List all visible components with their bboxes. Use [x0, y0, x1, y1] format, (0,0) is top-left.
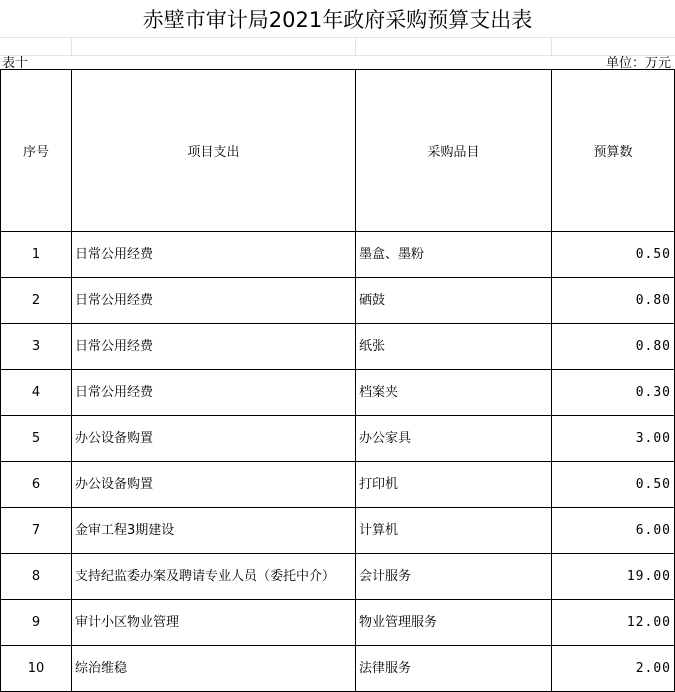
header-category[interactable]: 采购品目 — [356, 70, 552, 232]
cell-idx[interactable]: 7 — [1, 508, 72, 554]
page-title: 赤壁市审计局2021年政府采购预算支出表 — [0, 0, 675, 38]
table-number: 表十 — [2, 56, 29, 71]
cell-idx[interactable]: 1 — [1, 232, 72, 278]
cell-category[interactable]: 办公家具 — [356, 416, 552, 462]
table-row — [1, 508, 675, 554]
header-amount[interactable]: 预算数 — [552, 70, 675, 232]
cell-category[interactable]: 墨盒、墨粉 — [356, 232, 552, 278]
cell-item[interactable]: 日常公用经费 — [72, 324, 356, 370]
cell-idx[interactable]: 8 — [1, 554, 72, 600]
cell-amount[interactable]: 3.00 — [552, 416, 675, 462]
cell-category[interactable]: 打印机 — [356, 462, 552, 508]
cell-idx[interactable]: 4 — [1, 370, 72, 416]
budget-table — [0, 69, 675, 692]
cell-amount[interactable]: 0.80 — [552, 324, 675, 370]
cell-item[interactable]: 办公设备购置 — [72, 416, 356, 462]
cell-category[interactable]: 计算机 — [356, 508, 552, 554]
table-row — [1, 600, 675, 646]
cell-amount[interactable]: 0.80 — [552, 278, 675, 324]
table-row — [1, 646, 675, 692]
unit-label: 单位：万元 — [605, 56, 671, 71]
header-idx[interactable]: 序号 — [1, 70, 72, 232]
table-row — [1, 462, 675, 508]
meta-row — [0, 51, 675, 69]
cell-item[interactable]: 日常公用经费 — [72, 278, 356, 324]
cell-idx[interactable]: 6 — [1, 462, 72, 508]
cell-item[interactable]: 日常公用经费 — [72, 370, 356, 416]
cell-idx[interactable]: 2 — [1, 278, 72, 324]
cell-amount[interactable]: 6.00 — [552, 508, 675, 554]
cell-category[interactable]: 档案夹 — [356, 370, 552, 416]
cell-amount[interactable]: 19.00 — [552, 554, 675, 600]
header-row — [1, 70, 675, 232]
table-row — [1, 416, 675, 462]
cell-amount[interactable]: 0.30 — [552, 370, 675, 416]
cell-idx[interactable]: 3 — [1, 324, 72, 370]
cell-item[interactable]: 综治维稳 — [72, 646, 356, 692]
cell-item[interactable]: 日常公用经费 — [72, 232, 356, 278]
cell-category[interactable]: 法律服务 — [356, 646, 552, 692]
cell-item[interactable]: 审计小区物业管理 — [72, 600, 356, 646]
header-item[interactable]: 项目支出 — [72, 70, 356, 232]
cell-category[interactable]: 物业管理服务 — [356, 600, 552, 646]
cell-item[interactable]: 金审工程3期建设 — [72, 508, 356, 554]
cell-item[interactable]: 支持纪监委办案及聘请专业人员（委托中介） — [72, 554, 356, 600]
cell-idx[interactable]: 5 — [1, 416, 72, 462]
cell-amount[interactable]: 2.00 — [552, 646, 675, 692]
cell-amount[interactable]: 0.50 — [552, 462, 675, 508]
cell-category[interactable]: 会计服务 — [356, 554, 552, 600]
cell-idx[interactable]: 9 — [1, 600, 72, 646]
table-row — [1, 554, 675, 600]
cell-category[interactable]: 纸张 — [356, 324, 552, 370]
table-row — [1, 324, 675, 370]
cell-item[interactable]: 办公设备购置 — [72, 462, 356, 508]
cell-category[interactable]: 硒鼓 — [356, 278, 552, 324]
table-row — [1, 370, 675, 416]
cell-amount[interactable]: 12.00 — [552, 600, 675, 646]
cell-amount[interactable]: 0.50 — [552, 232, 675, 278]
table-row — [1, 232, 675, 278]
cell-idx[interactable]: 10 — [1, 646, 72, 692]
table-row — [1, 278, 675, 324]
